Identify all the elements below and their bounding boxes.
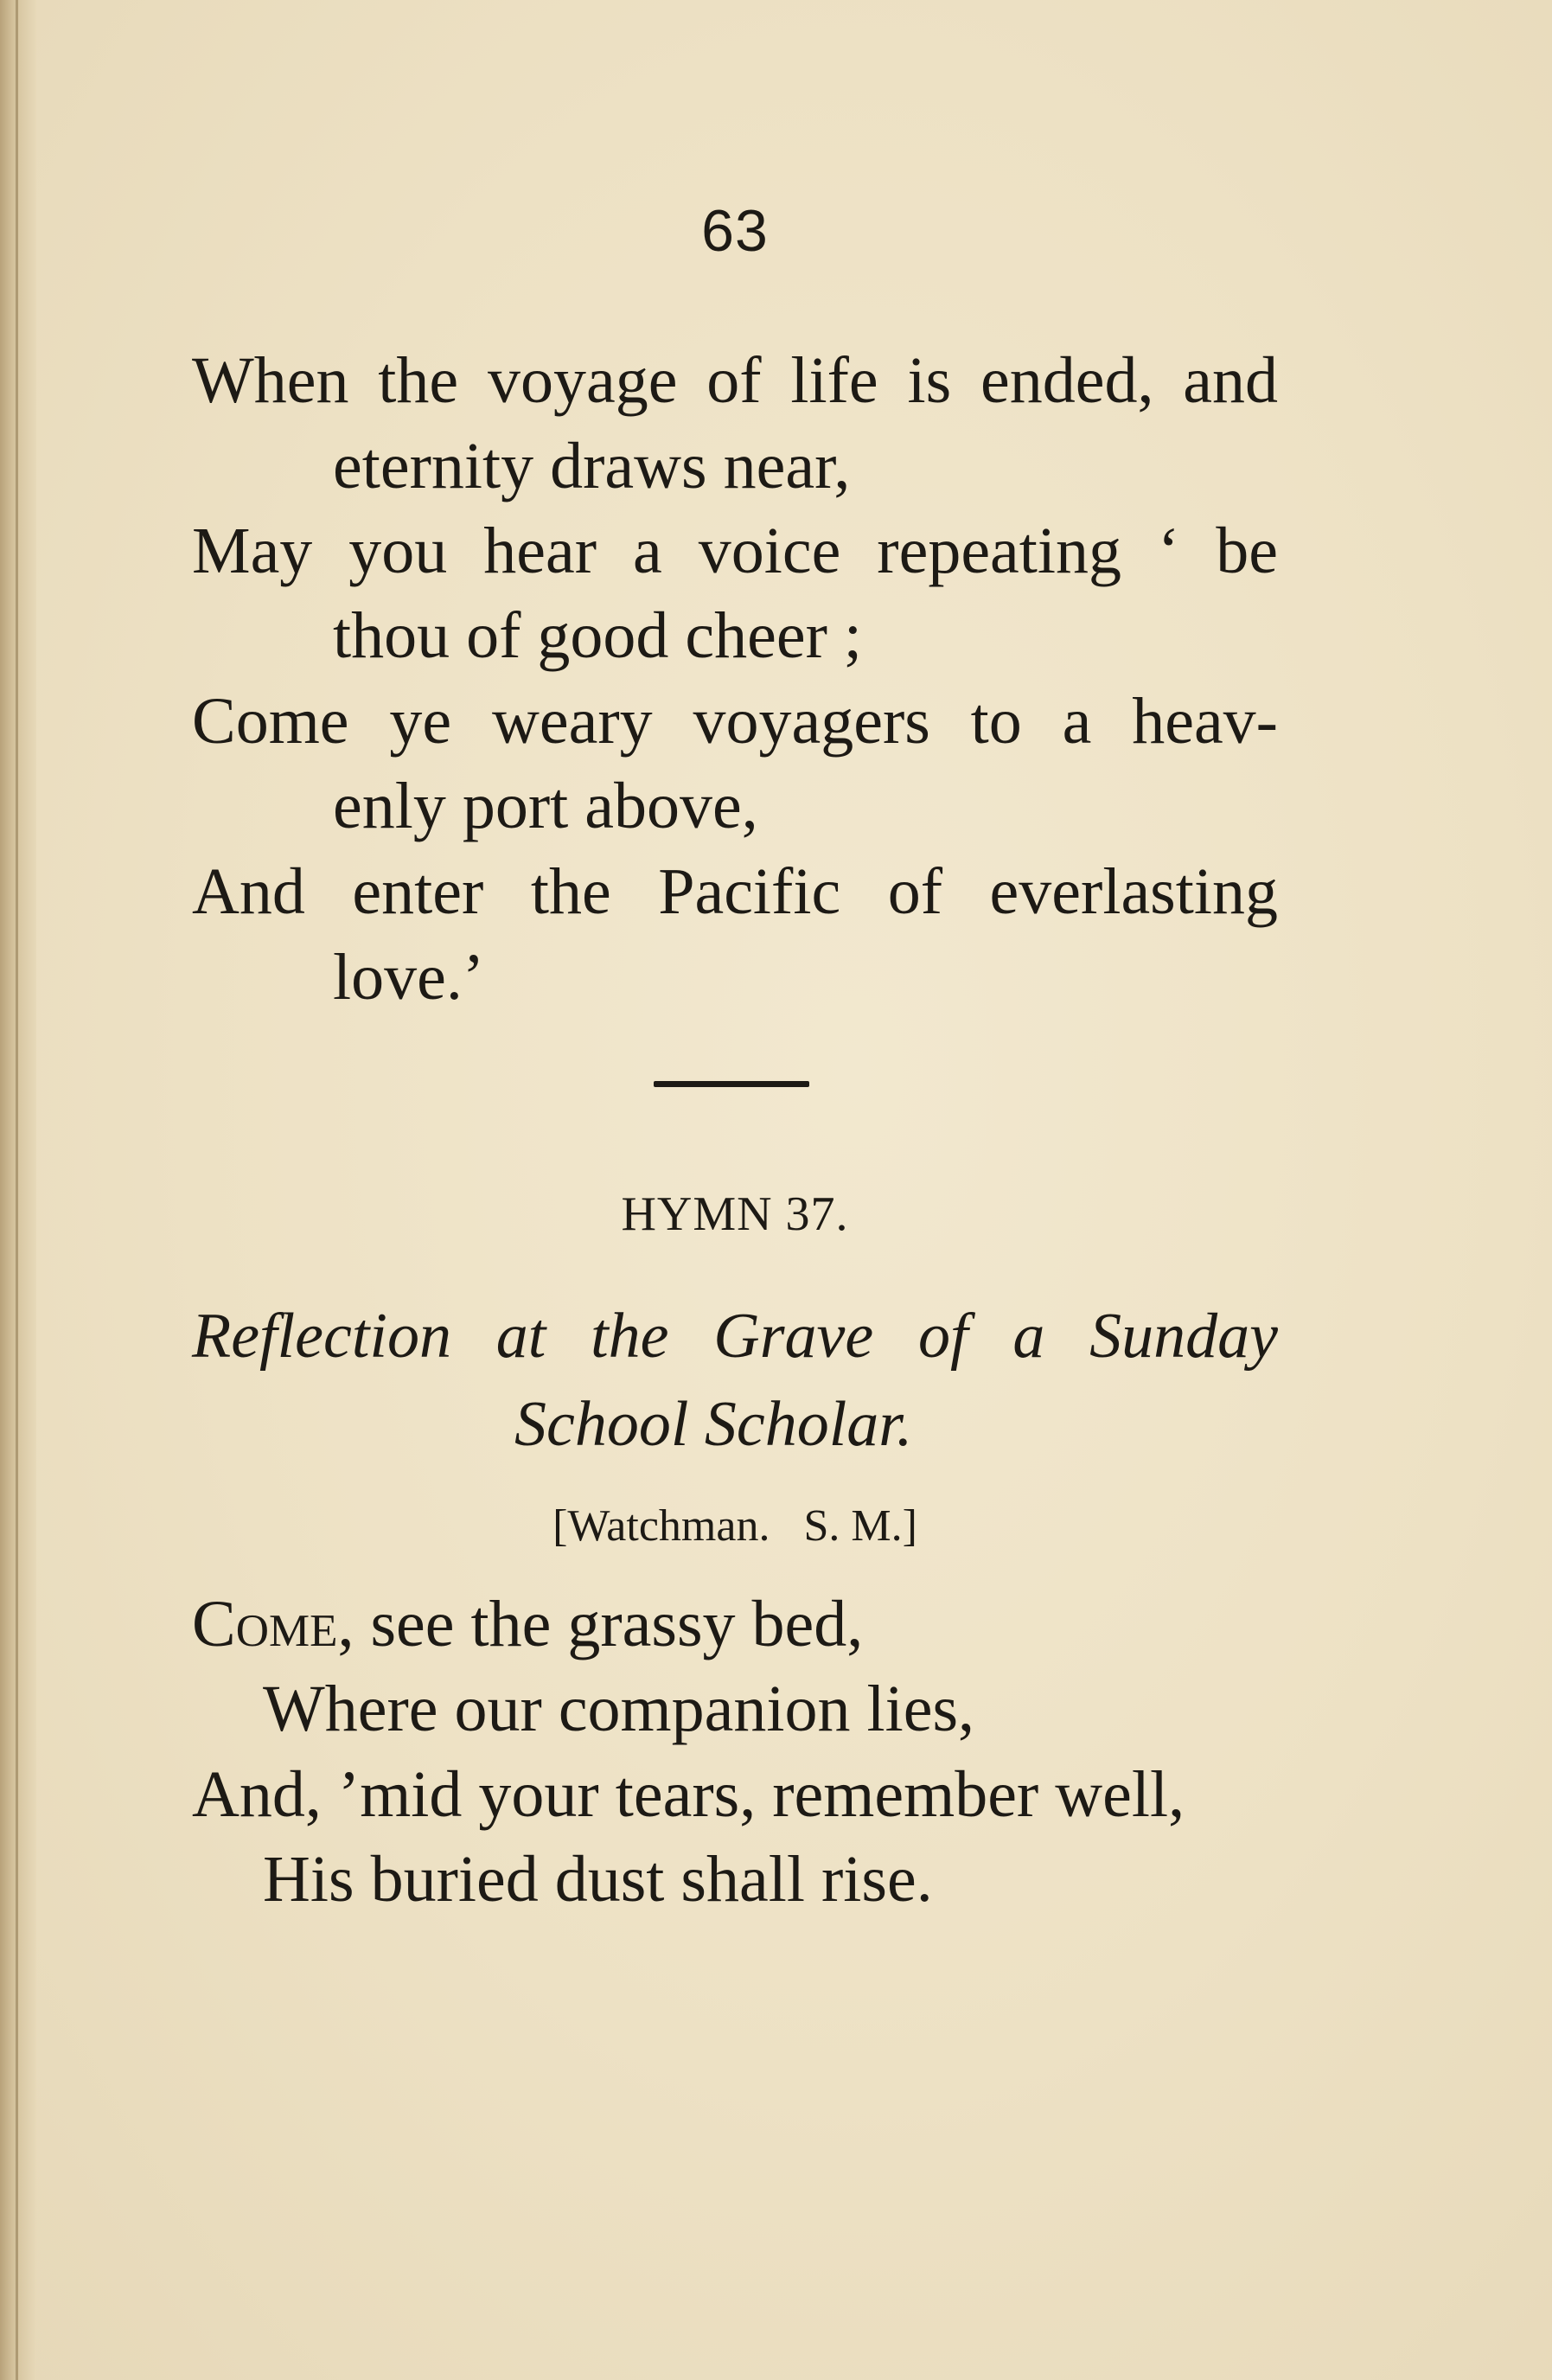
verse-line-3: And, ’mid your tears, remember well, [192, 1758, 1185, 1831]
stanza-line-3: May you hear a voice repeating ‘ be [192, 515, 1278, 587]
verse-line-1-text: see the grassy bed, [354, 1588, 864, 1660]
stanza-line-6: enly port above, [333, 770, 758, 842]
hymn-subtitle-line-1: Reflection at the Grave of a Sunday [192, 1301, 1278, 1372]
verse-line-1 [192, 1588, 864, 1660]
stanza-line-4: thou of good cheer ; [333, 599, 863, 672]
stanza-line-8: love.’ [333, 941, 485, 1014]
stanza-line-1: When the voyage of life is ended, and [192, 344, 1278, 417]
hymn-tune-meter: [Watchman. S. M.] [552, 1501, 917, 1551]
stanza-line-5: Come ye weary voyagers to a heav- [192, 685, 1278, 758]
verse-first-word: Come, [192, 1588, 354, 1660]
verse-line-4: His buried dust shall rise. [263, 1843, 933, 1916]
stanza-line-2: eternity draws near, [333, 430, 851, 502]
section-divider-rule [654, 1081, 809, 1087]
verse-line-2: Where our companion lies, [263, 1673, 975, 1745]
hymn-title: HYMN 37. [621, 1187, 849, 1241]
hymn-subtitle-line-2: School Scholar. [514, 1389, 913, 1460]
stanza-line-7: And enter the Pacific of everlasting [192, 855, 1278, 928]
page-number: 63 [701, 198, 769, 264]
